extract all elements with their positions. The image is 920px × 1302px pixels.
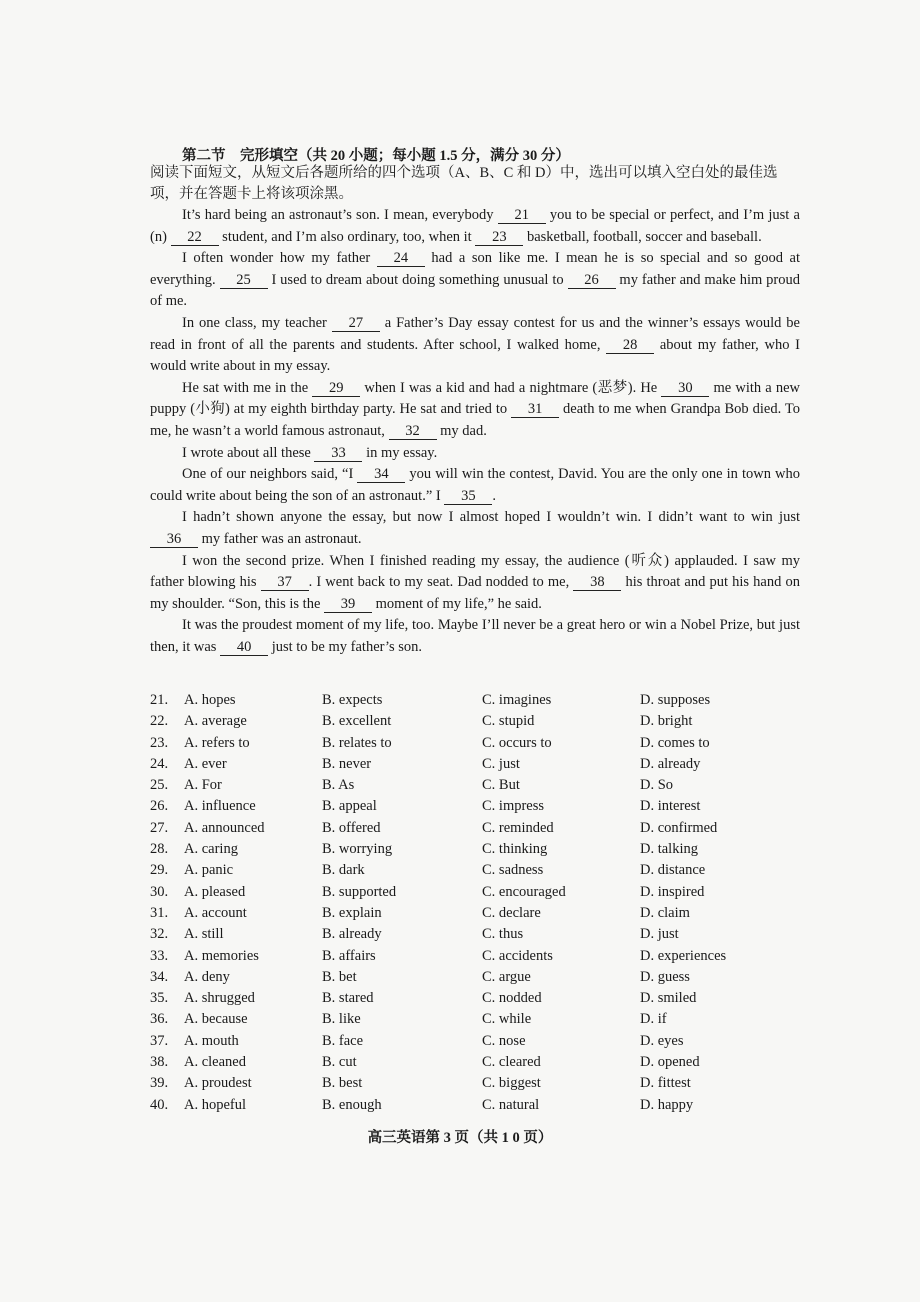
blank-28: 28 [606,337,654,354]
option-b: B. face [322,1032,364,1049]
blank-37: 37 [261,574,309,591]
option-row [150,969,800,990]
option-c: C. thus [482,926,524,943]
blank-32: 32 [389,423,437,440]
option-d: D. So [640,777,674,794]
option-c: C. argue [482,968,531,985]
option-c: C. accidents [482,947,553,964]
blank-23: 23 [475,229,523,246]
option-row [150,1033,800,1054]
option-row [150,1054,800,1075]
blank-33: 33 [314,445,362,462]
blank-38: 38 [573,574,621,591]
option-c: C. thinking [482,841,548,858]
option-c: C. declare [482,904,541,921]
option-d: D. comes to [640,734,710,751]
blank-39: 39 [324,596,372,613]
option-b: B. enough [322,1096,382,1113]
blank-25: 25 [220,272,268,289]
option-d: D. claim [640,904,690,921]
option-a: A. because [184,1011,248,1028]
option-a: A. deny [184,968,230,985]
paragraph-8: I won the second prize. When I finished reading my essay, the audience (听众) applauded. I saw my father blowing his 37 . I went back to my seat. Dad nodded to me, 38 his throat and put his hand on my shoulder. “Son, this is the 39 moment of my life,” he said. [150,552,800,612]
option-c: C. But [482,777,520,794]
instructions: 阅读下面短文，从短文后各题所给的四个选项（A、B、C 和 D）中，选出可以填入空白处的最佳选项，并在答题卡上将该项涂黑。 [150,165,778,202]
option-c: C. imagines [482,692,552,708]
option-d: D. confirmed [640,819,718,836]
answer-options [150,692,800,1118]
paragraph-1: It’s hard being an astronaut’s son. I mean, everybody 21 you to be special or perfect, and I’m just a (n) 22 student, and I’m also ordinary, too, when it 23 basketball, football, soccer and baseball. [150,207,800,245]
option-c: C. just [482,755,520,772]
blank-35: 35 [444,488,492,505]
option-d: D. interest [640,798,701,815]
option-d: D. experiences [640,947,727,964]
question-number: 25. [150,777,169,794]
option-a: A. account [184,904,247,921]
section-title: 第二节 完形填空（共 20 小题；每小题 1.5 分，满分 30 分） [182,148,570,164]
question-number: 28. [150,841,169,858]
option-row [150,905,800,926]
option-a: A. shrugged [184,990,255,1007]
option-row [150,756,800,777]
option-d: D. bright [640,713,693,730]
option-c: C. biggest [482,1075,541,1092]
option-c: C. nodded [482,990,542,1007]
blank-34: 34 [357,466,405,483]
option-b: B. never [322,755,372,772]
blank-26: 26 [568,272,616,289]
option-d: D. happy [640,1096,694,1113]
blank-24: 24 [377,250,425,267]
question-number: 23. [150,734,169,751]
option-b: B. excellent [322,713,392,730]
option-row [150,820,800,841]
question-number: 32. [150,926,169,943]
option-c: C. sadness [482,862,544,879]
option-a: A. announced [184,819,265,836]
option-row [150,990,800,1011]
option-row [150,1011,800,1032]
blank-36: 36 [150,531,198,548]
option-a: A. panic [184,862,234,879]
option-c: C. occurs to [482,734,552,751]
option-a: A. pleased [184,883,246,900]
option-b: B. like [322,1011,361,1028]
option-c: C. natural [482,1096,540,1113]
option-a: A. cleaned [184,1054,246,1071]
question-number: 22. [150,713,169,730]
blank-29: 29 [312,380,360,397]
blank-40: 40 [220,639,268,656]
option-d: D. just [640,926,679,943]
option-b: B. appeal [322,798,377,815]
blank-22: 22 [171,229,219,246]
option-d: D. if [640,1011,667,1028]
option-d: D. eyes [640,1032,684,1049]
question-number: 36. [150,1011,169,1028]
option-c: C. reminded [482,819,554,836]
option-c: C. encouraged [482,883,566,900]
option-b: B. expects [322,692,383,708]
option-b: B. offered [322,819,381,836]
question-number: 30. [150,883,169,900]
option-b: B. best [322,1075,363,1092]
question-number: 33. [150,947,169,964]
cloze-passage [150,205,800,658]
option-d: D. guess [640,968,690,985]
option-d: D. already [640,755,701,772]
option-a: A. refers to [184,734,250,751]
option-a: A. hopes [184,692,236,708]
paragraph-6: One of our neighbors said, “I 34 you will win the contest, David. You are the only one in town who could write about being the son of an astronaut.” I 35 . [150,466,801,504]
option-a: A. ever [184,755,227,772]
option-a: A. For [184,777,222,794]
option-b: B. affairs [322,947,376,964]
paragraph-7: I hadn’t shown anyone the essay, but now I almost hoped I wouldn’t win. I didn’t want to win just 36 my father was an astronaut. [150,507,800,550]
option-b: B. As [322,777,355,794]
option-row [150,926,800,947]
option-c: C. impress [482,798,545,815]
option-d: D. inspired [640,883,705,900]
question-number: 26. [150,798,169,815]
option-a: A. average [184,713,247,730]
question-number: 27. [150,819,169,836]
option-b: B. cut [322,1054,357,1071]
option-a: A. still [184,926,224,943]
question-number: 38. [150,1054,169,1071]
option-b: B. explain [322,904,382,921]
option-a: A. caring [184,841,238,858]
blank-21: 21 [498,207,546,224]
option-row [150,735,800,756]
paragraph-5: I wrote about all these 33 in my essay. [182,444,438,461]
option-row [150,948,800,969]
paragraph-4: He sat with me in the 29 when I was a kid and had a nightmare (恶梦). He 30 me with a new puppy (小狗) at my eighth birthday party. He sat and tried to 31 death to me when Grandpa Bob died. To me, he wasn’t a world famous astronaut, 32 my dad. [150,379,800,439]
option-row [150,798,800,819]
question-number: 37. [150,1032,169,1049]
option-a: A. proudest [184,1075,252,1092]
option-d: D. fittest [640,1075,691,1092]
option-d: D. supposes [640,692,711,708]
option-d: D. opened [640,1054,700,1071]
option-row [150,884,800,905]
page-footer: 高三英语第 3 页（共 1 0 页） [367,1130,553,1146]
blank-30: 30 [661,380,709,397]
option-c: C. while [482,1011,532,1028]
option-a: A. hopeful [184,1096,247,1113]
paragraph-9: It was the proudest moment of my life, too. Maybe I’ll never be a great hero or win a Nobel Prize, but just then, it was 40 just to be my father’s son. [150,617,800,655]
option-b: B. already [322,926,382,943]
paragraph-3: In one class, my teacher 27 a Father’s Day essay contest for us and the winner’s essays would be read in front of all the parents and students. After school, I walked home, 28 about my father, who I would write about in my essay. [150,314,800,375]
option-row [150,713,800,734]
option-b: B. supported [322,883,397,900]
question-number: 31. [150,904,169,921]
question-number: 21. [150,692,169,708]
question-number: 39. [150,1075,169,1092]
option-c: C. cleared [482,1054,541,1071]
option-b: B. stared [322,990,374,1007]
question-number: 29. [150,862,169,879]
option-row [150,777,800,798]
question-number: 40. [150,1096,169,1113]
option-b: B. relates to [322,734,392,751]
blank-27: 27 [332,315,380,332]
option-b: B. dark [322,862,365,879]
option-a: A. memories [184,947,259,964]
question-number: 34. [150,968,169,985]
option-b: B. bet [322,968,357,985]
option-row [150,1075,800,1096]
option-row [150,862,800,883]
question-number: 24. [150,755,169,772]
option-row [150,1097,800,1118]
blank-31: 31 [511,401,559,418]
option-b: B. worrying [322,841,393,858]
option-c: C. nose [482,1032,526,1049]
option-row [150,692,800,713]
paragraph-2: I often wonder how my father 24 had a son like me. I mean he is so special and so good at everything. 25 I used to dream about doing something unusual to 26 my father and make him proud of me. [150,250,800,310]
option-row [150,841,800,862]
option-d: D. distance [640,862,706,879]
question-number: 35. [150,990,169,1007]
option-a: A. influence [184,798,256,815]
option-a: A. mouth [184,1032,239,1049]
option-d: D. talking [640,841,698,858]
option-d: D. smiled [640,990,697,1007]
option-c: C. stupid [482,713,535,730]
